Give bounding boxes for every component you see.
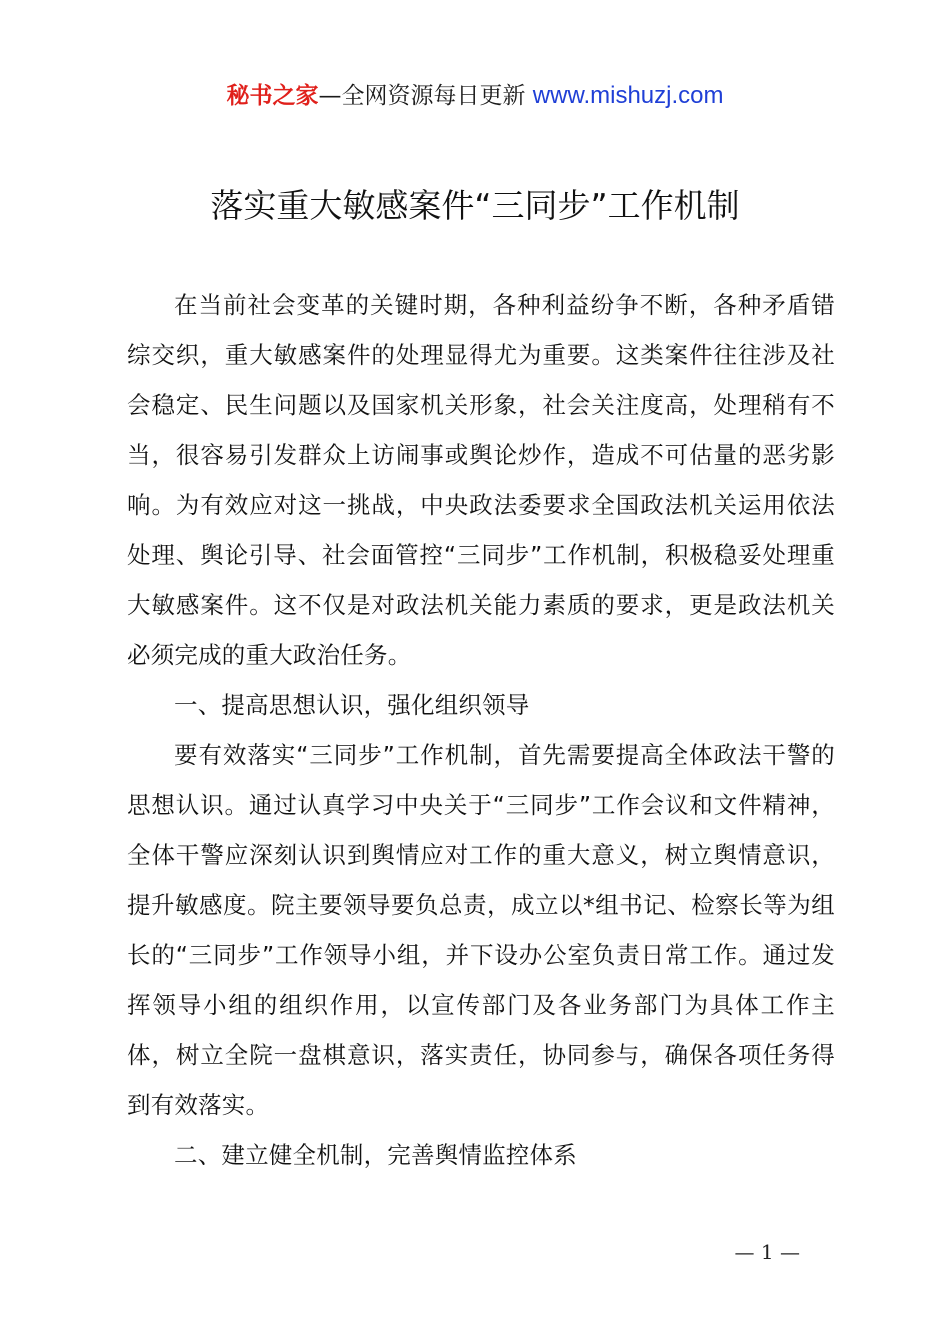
section-heading-2: 二、建立健全机制，完善舆情监控体系 [174,1141,577,1169]
banner-slogan: —全网资源每日更新 [318,83,533,109]
document-title: 落实重大敏感案件“三同步”工作机制 [210,186,740,225]
paragraph-intro: 在当前社会变革的关键时期，各种利益纷争不断，各种矛盾错综交织，重大敏感案件的处理显得尤为重要。这类案件往往涉及社会稳定、民生问题以及国家机关形象，社会关注度高，处理稍有不当，很容易引发群众上访闹事或舆论炒作，造成不可估量的恶劣影响。为有效应对这一挑战，中央政法委要求全国政法机关运用依法处理、舆论引导、社会面管控“三同步”工作机制，积极稳妥处理重大敏感案件。这不仅是对政法机关能力素质的要求，更是政法机关必须完成的重大政治任务。 [127,291,835,669]
site-banner [0,80,950,112]
section-heading-1: 一、提高思想认识，强化组织领导 [174,691,530,719]
page-number: — 1 — [734,1240,800,1264]
document-body [127,280,835,1180]
paragraph-section-1: 要有效落实“三同步”工作机制，首先需要提高全体政法干警的思想认识。通过认真学习中央关于“三同步”工作会议和文件精神，全体干警应深刻认识到舆情应对工作的重大意义，树立舆情意识，提升敏感度。院主要领导要负总责，成立以*组书记、检察长等为组长的“三同步”工作领导小组，并下设办公室负责日常工作。通过发挥领导小组的组织作用，以宣传部门及各业务部门为具体工作主体，树立全院一盘棋意识，落实责任，协同参与，确保各项任务得到有效落实。 [127,741,835,1119]
banner-brand: 秘书之家 [226,83,319,109]
banner-url[interactable]: www.mishuzj.com [532,82,724,109]
